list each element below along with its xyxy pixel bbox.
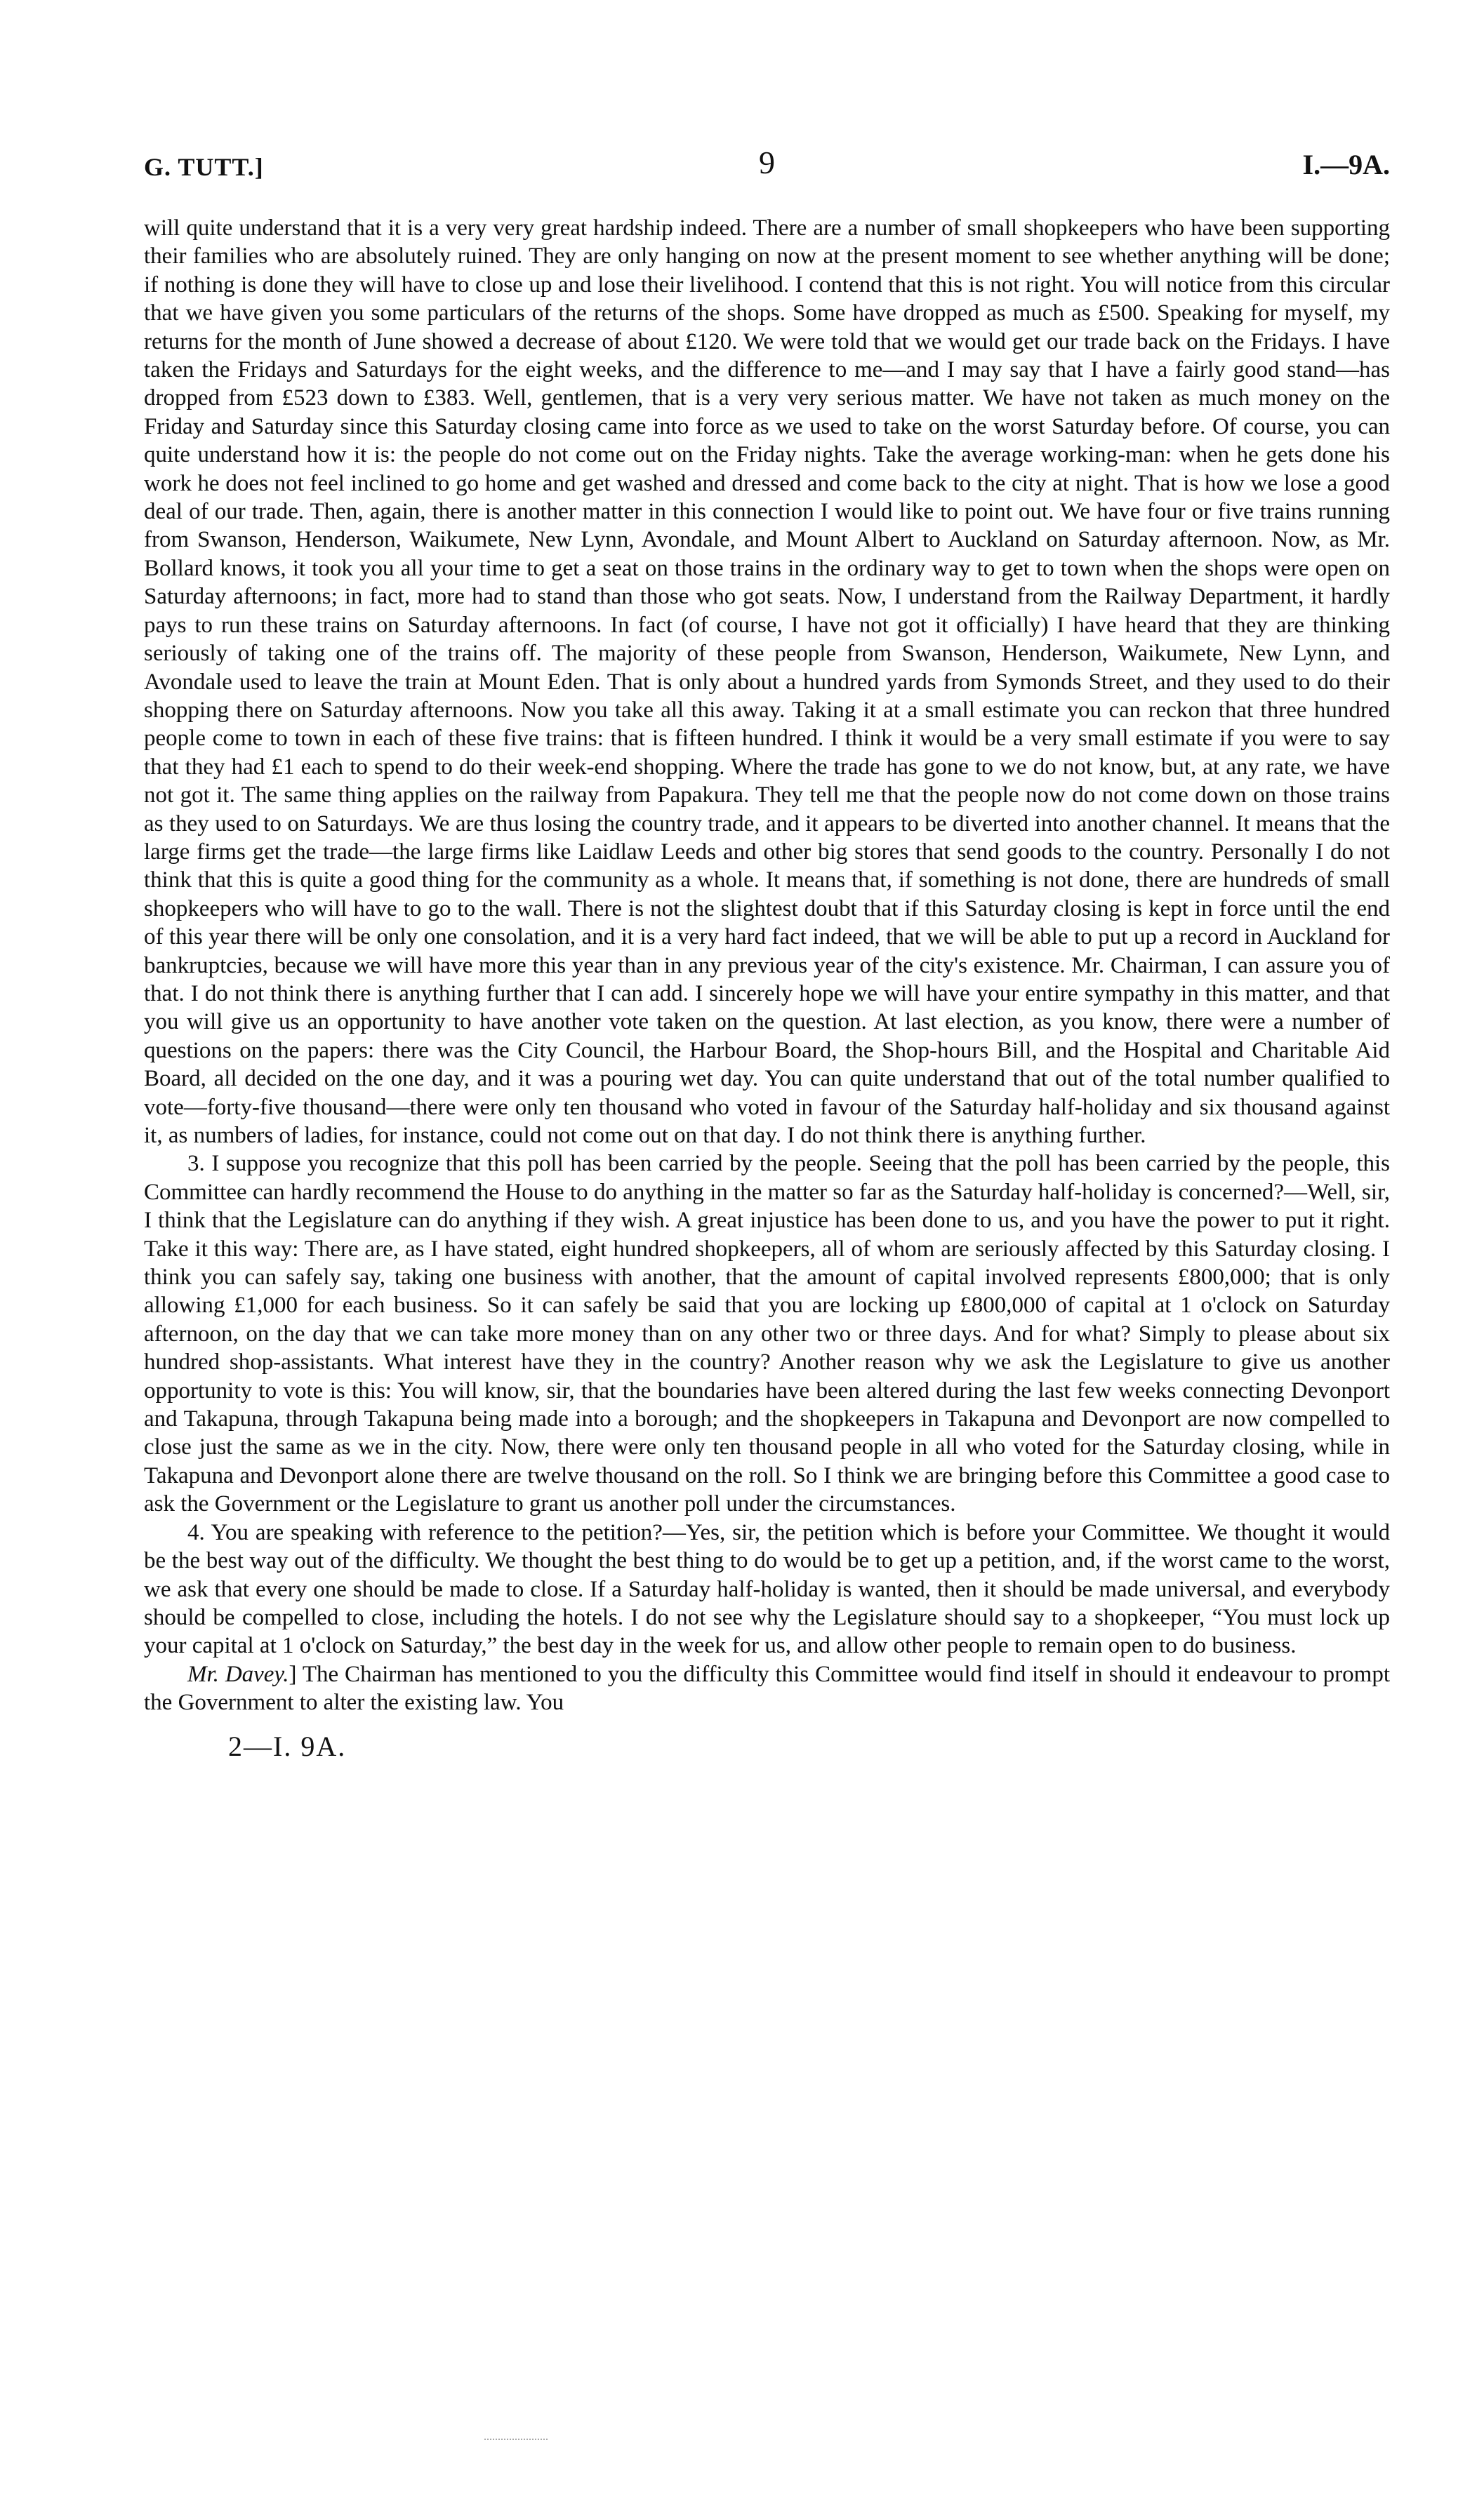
paragraph-text: ] The Chairman has mentioned to you the difficulty this Committee would find itself in should it endeavour to prompt the Government to alter the existing law. You — [144, 1661, 1390, 1716]
speaker-name: Mr. Davey. — [187, 1661, 289, 1687]
paragraph-text: will quite understand that it is a very very great hardship indeed. There are a number of small shopkeepers who have been supporting their families who are absolutely ruined. They are only hanging on now at the present moment to see whether anything will be done; if nothing is done they will have to close up and lose their livelihood. I contend that this is not right. You will notice from this circular that we have given you some particulars of the returns of the shops. Some have dropped as much as £500. Speaking for myself, my returns for the month of June showed a decrease of about £120. We were told that we would get our trade back on the Fridays. I have taken the Fridays and Saturdays for the eight weeks, and the difference to me—and I may say that I have a fairly good stand—has dropped from £523 down to £383. Well, gentlemen, that is a very very serious matter. We have not taken as much money on the Friday and Saturday since this Saturday closing came into force as we used to take on the worst Saturday before. Of course, you can quite understand how it is: the people do not come out on the Friday nights. Take the average working-man: when he gets done his work he does not feel inclined to go home and get washed and dressed and come back to the city at night. That is how we lose a good deal of our trade. Then, again, there is another matter in this connection I would like to point out. We have four or five trains running from Swanson, Henderson, Waikumete, New Lynn, Avondale, and Mount Albert to Auckland on Saturday afternoon. Now, as Mr. Bollard knows, it took you all your time to get a seat on those trains in the ordinary way to get to town when the shops were open on Saturday afternoons; in fact, more had to stand than those who got seats. Now, I understand from the Railway Department, it hardly pays to run these trains on Saturday afternoons. In fact (of course, I have not got it officially) I have heard that they are thinking seriously of taking one of the trains off. The majority of these people from Swanson, Henderson, Waikumete, New Lynn, and Avondale used to leave the train at Mount Eden. That is only about a hundred yards from Symonds Street, and they used to do their shopping there on Saturday afternoons. Now you take all this away. Taking it at a small estimate you can reckon that three hundred people come to town in each of these five trains: that is fifteen hundred. I think it would be a very small estimate if you were to say that they had £1 each to spend to do their week-end shopping. Where the trade has gone to we do not know, but, at any rate, we have not got it. The same thing applies on the railway from Papakura. They tell me that the people now do not come down on those trains as they used to on Saturdays. We are thus losing the country trade, and it appears to be diverted into another channel. It means that the large firms get the trade—the large firms like Laidlaw Leeds and other big stores that send goods to the country. Personally I do not think that this is quite a good thing for the community as a whole. It means that, if something is not done, there are hundreds of small shopkeepers who will have to go to the wall. There is not the slightest doubt that if this Saturday closing is kept in force until the end of this year there will be only one consolation, and it is a very hard fact indeed, that we will be able to put up a record in Auckland for bankruptcies, because we will have more this year than in any previous year of the city's existence. Mr. Chairman, I can assure you of that. I do not think there is anything further that I can add. I sincerely hope we will have your entire sympathy in this matter, and that you will give us an opportunity to have another vote taken on the question. At last election, as you know, there were a number of questions on the papers: there was the City Council, the Harbour Board, the Shop-hours Bill, and the Hospital and Charitable Aid Board, all decided on the one day, and it was a pouring wet day. You can quite understand that out of the total number qualified to vote—forty-five thousand—there were only ten thousand who voted in favour of the Saturday half-holiday and six thousand against it, as numbers of ladies, for instance, could not come out on that day. I do not think there is anything further. — [144, 215, 1390, 1148]
paragraph-1 — [144, 214, 1390, 1149]
paragraph-4 — [144, 1660, 1390, 1717]
paragraph-text: 3. I suppose you recognize that this poll has been carried by the people. Seeing that the poll has been carried by the people, this Committee can hardly recommend the House to do anything in the matter so far as the Saturday half-holiday is concerned?—Well, sir, I think that the Legislature can do anything if they wish. A great injustice has been done to us, and you have the power to put it right. Take it this way: There are, as I have stated, eight hundred shopkeepers, all of whom are seriously affected by this Saturday closing. I think you can safely say, taking one business with another, that the amount of capital involved represents £800,000; that is only allowing £1,000 for each business. So it can safely be said that you are locking up £800,000 of capital at 1 o'clock on Saturday afternoon, on the day that we can take more money than on any other two or three days. And for what? Simply to please about six hundred shop-assistants. What interest have they in the country? Another reason why we ask the Legislature to give us another opportunity to vote is this: You will know, sir, that the boundaries have been altered during the last few weeks connecting Devonport and Takapuna, through Takapuna being made into a borough; and the shopkeepers in Takapuna and Devonport are now compelled to close just the same as we in the city. Now, there were only ten thousand people in all who voted for the Saturday closing, while in Takapuna and Devonport alone there are twelve thousand on the roll. So I think we are bringing before this Committee a good case to ask the Government or the Legislature to grant us another poll under the circumstances. — [144, 1151, 1390, 1517]
page-number: 9 — [759, 145, 775, 180]
paragraph-3 — [144, 1519, 1390, 1660]
scan-speck-decoration — [484, 2439, 548, 2442]
document-page — [144, 144, 1390, 1763]
printer-signature: 2—I. 9A. — [228, 1730, 347, 1762]
paragraph-2 — [144, 1149, 1390, 1518]
paragraph-text: 4. You are speaking with reference to the petition?—Yes, sir, the petition which is before your Committee. We thought it would be the best way out of the difficulty. We thought the best thing to do would be to get up a petition, and, if the worst came to the worst, we ask that every one should be made to close. If a Saturday half-holiday is wanted, then it should be made universal, and everybody should be compelled to close, including the hotels. I do not see why the Legislature should say to a shopkeeper, “You must lock up your capital at 1 o'clock on Saturday,” the best day in the week for us, and allow other people to remain open to do business. — [144, 1519, 1390, 1659]
page-header — [144, 144, 1390, 186]
header-paper-reference: I.—9A. — [1302, 149, 1390, 180]
document-body — [144, 214, 1390, 1717]
header-witness-name: G. TUTT.] — [144, 153, 264, 181]
